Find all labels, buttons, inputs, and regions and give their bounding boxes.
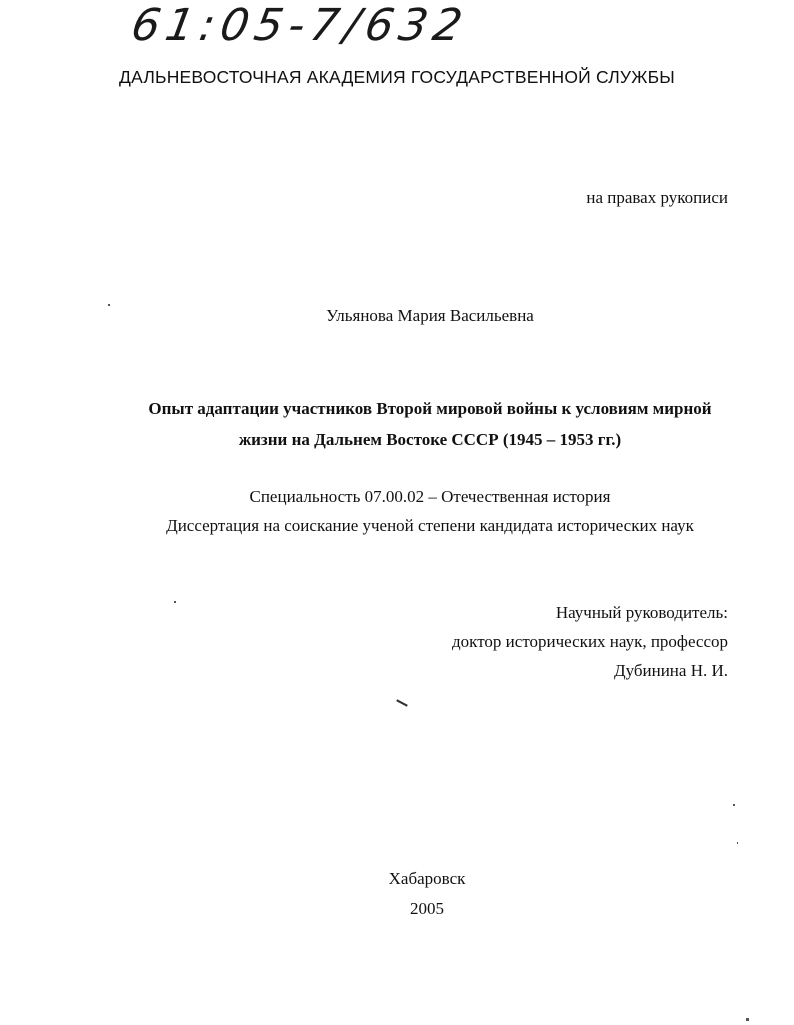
title-line-2: жизни на Дальнем Востоке СССР (1945 – 1953 гг.) [238,430,622,449]
manuscript-rights-note: на правах рукописи [586,188,728,207]
supervisor-block [452,598,728,685]
scan-speck [737,842,738,844]
supervisor-label: Научный руководитель: [555,603,728,622]
scan-speck [108,304,110,306]
dissertation-title [0,393,794,455]
institution-name: ДАЛЬНЕВОСТОЧНАЯ АКАДЕМИЯ ГОСУДАРСТВЕННОЙ СЛУЖБЫ [119,67,675,87]
scan-stray-mark [396,699,408,706]
author-name: Ульянова Мария Васильевна [326,306,534,325]
city-year-block [0,864,794,924]
city: Хабаровск [388,869,466,888]
scan-speck [746,1018,749,1021]
specialty-block [0,482,794,540]
scan-speck [174,601,176,603]
supervisor-name: Дубинина Н. И. [613,661,728,680]
scan-speck [733,804,735,806]
title-line-1: Опыт адаптации участников Второй мировой войны к условиям мирной [148,399,712,418]
specialty-line: Специальность 07.00.02 – Отечественная история [249,487,611,506]
year: 2005 [410,899,444,918]
handwritten-archive-code: 61:05-7/632 [127,0,472,51]
degree-line: Диссертация на соискание ученой степени кандидата исторических наук [166,516,694,535]
supervisor-degree: доктор исторических наук, профессор [452,632,728,651]
